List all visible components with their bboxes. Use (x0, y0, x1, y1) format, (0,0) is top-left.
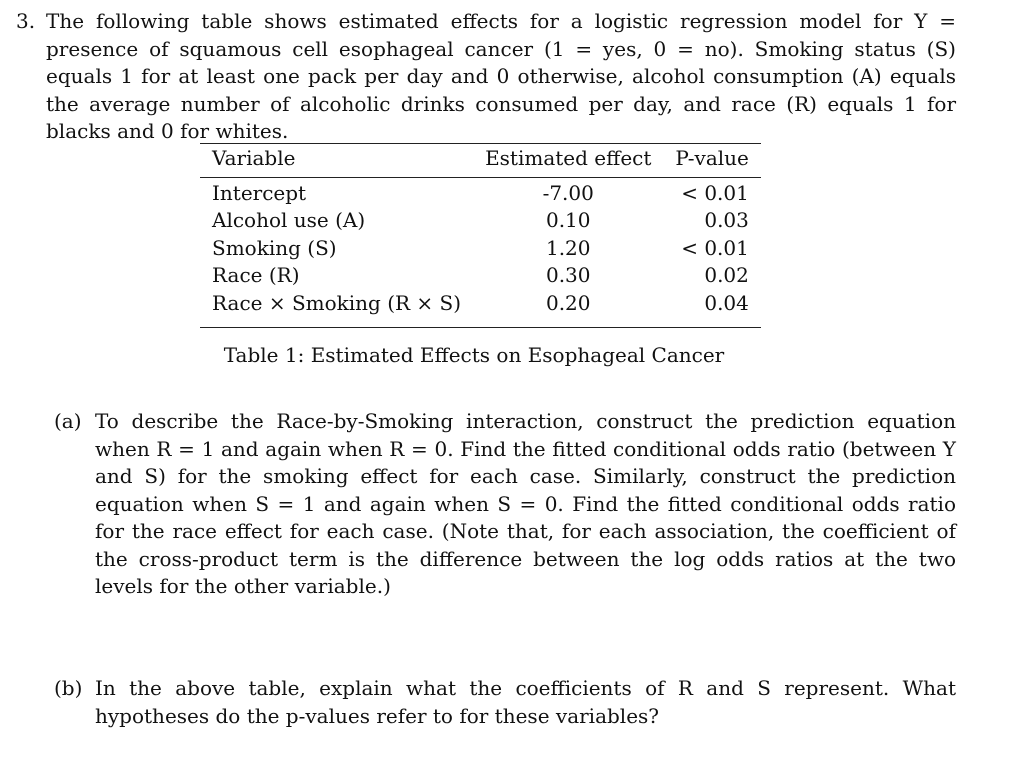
table-header-row (200, 144, 761, 178)
effects-table (200, 143, 761, 328)
part-a-label: (a) (54, 409, 82, 433)
cell-pvalue: 0.02 (704, 263, 749, 287)
cell-variable: Smoking (S) (212, 235, 337, 260)
cell-pvalue: < 0.01 (681, 235, 749, 260)
cell-estimate: 1.20 (545, 235, 591, 260)
table-row (200, 290, 761, 328)
part-b-label: (b) (54, 676, 83, 700)
header-estimated-effect: Estimated effect (485, 146, 652, 170)
cell-pvalue: 0.04 (704, 290, 749, 315)
table-row (200, 177, 761, 207)
cell-estimate: 0.30 (545, 263, 591, 287)
part-b-text: In the above table, explain what the coefficients of R and S represent. What hypotheses do the p-values refer to for these variables? (95, 676, 956, 728)
problem-statement: The following table shows estimated effects for a logistic regression model for Y = presence of squamous cell esophageal cancer (1 = yes, 0 = no). Smoking status (S) equals 1 for at least one pack per day and 0 otherwise, alcohol consumption (A) equals the average number of alcoholic drinks consumed per day, and race (R) equals 1 for blacks and 0 for whites. (46, 9, 956, 143)
effects-table-container (200, 143, 748, 328)
cell-estimate: 0.10 (545, 208, 591, 232)
cell-variable: Alcohol use (A) (212, 208, 366, 232)
cell-pvalue: < 0.01 (681, 180, 749, 205)
part-a (54, 408, 956, 601)
table-row (200, 262, 761, 290)
header-variable: Variable (212, 146, 296, 170)
part-b (54, 675, 956, 730)
table-caption: Table 1: Estimated Effects on Esophageal Cancer (223, 343, 725, 367)
cell-variable: Intercept (212, 180, 307, 205)
problem-3 (16, 8, 956, 146)
cell-variable: Race (R) (212, 263, 300, 287)
part-a-text: To describe the Race-by-Smoking interaction, construct the prediction equation when R = 1 and again when R = 0. Find the fitted conditional odds ratio (between Y and S) for the smoking effect for each case. Similarly, construct the prediction equation when S = 1 and again when S = 0. Find the fitted conditional odds ratio for the race effect for each case. (Note that, for each association, the coefficient of the cross-product term is the difference between the log odds ratios at the two levels for the other variable.) (95, 409, 956, 598)
cell-estimate: 0.20 (545, 290, 591, 315)
header-p-value: P-value (675, 146, 749, 170)
cell-pvalue: 0.03 (704, 208, 749, 232)
cell-variable: Race × Smoking (R × S) (212, 290, 462, 315)
table-row (200, 207, 761, 235)
table-row (200, 235, 761, 263)
cell-estimate: -7.00 (542, 180, 594, 205)
problem-number: 3. (16, 9, 36, 33)
